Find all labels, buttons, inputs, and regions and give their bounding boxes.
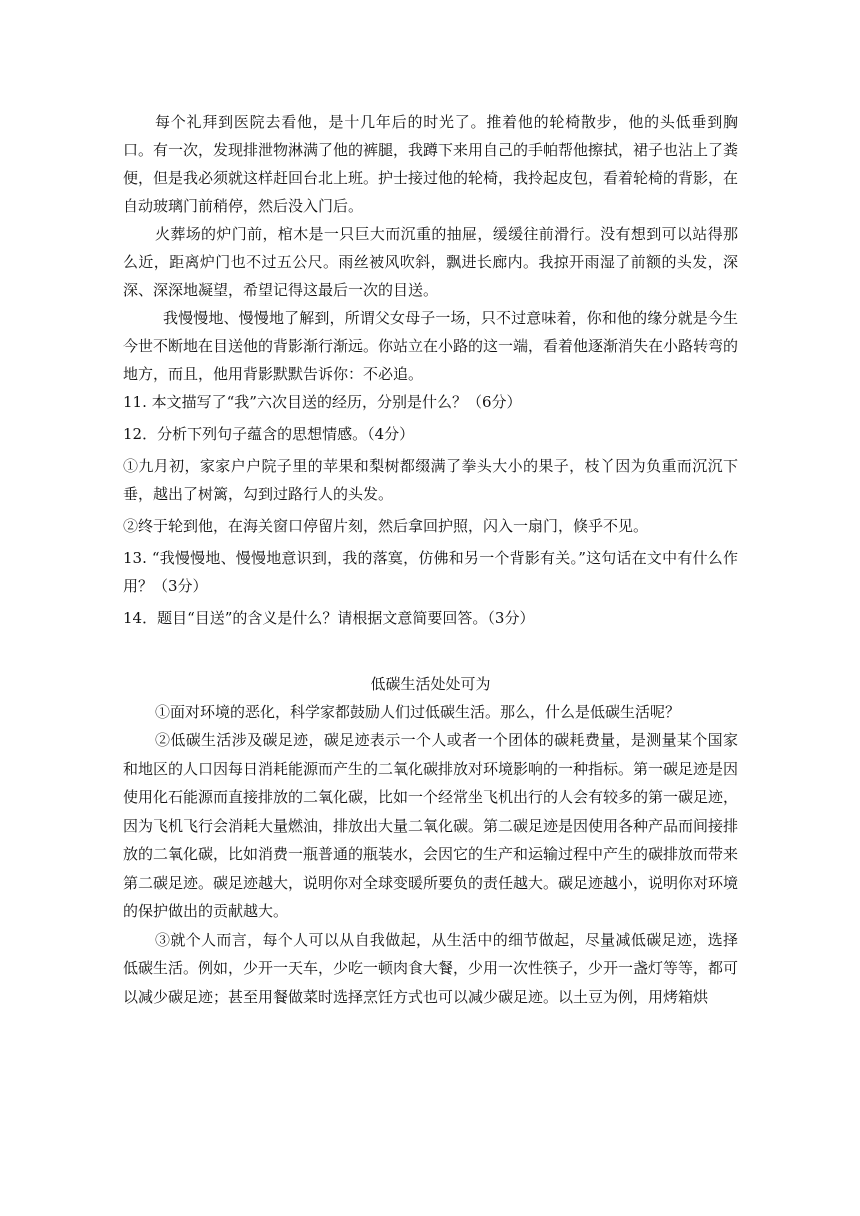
passage2 [123,670,738,1011]
passage2-paragraph-1: ①面对环境的恶化，科学家都鼓励人们过低碳生活。那么，什么是低碳生活呢？ [155,703,681,721]
passage2-title: 低碳生活处处可为 [370,675,491,693]
passage1-paragraph-3: 我慢慢地、慢慢地了解到，所谓父女母子一场，只不过意味着，你和他的缘分就是今生今世不断地在目送他的背影渐行渐远。你站立在小路的这一端，看着他逐渐消失在小路转弯的地方，而且，他用背影默默告诉你：不必追。 [123,309,739,383]
question-12: 12．分析下列句子蕴含的思想情感。（4分） [123,425,415,443]
question-12-sentence-2: ②终于轮到他，在海关窗口停留片刻，然后拿回护照，闪入一扇门，倏乎不见。 [123,517,649,535]
passage2-paragraph-3: ③就个人而言，每个人可以从自我做起，从生活中的细节做起，尽量减低碳足迹，选择低碳生活。例如，少开一天车，少吃一顿肉食大餐，少用一次性筷子，少开一盏灯等等，都可以减少碳足迹；甚至用餐做菜时选择烹饪方式也可以减少碳足迹。以土豆为例，用烤箱烘 [123,930,739,1006]
question-11: 11. 本文描写了“我”六次目送的经历，分别是什么？（6分） [123,393,522,411]
question-13: 13. “我慢慢地、慢慢地意识到，我的落寞，仿佛和另一个背影有关。”这句话在文中有什么作用？（3分） [123,549,738,595]
passage1-paragraph-1: 每个礼拜到医院去看他，是十几年后的时光了。推着他的轮椅散步，他的头低垂到胸口。有一次，发现排泄物淋满了他的裤腿，我蹲下来用自己的手帕帮他擦拭，裙子也沾上了粪便，但是我必须就这样赶回台北上班。护士接过他的轮椅，我拎起皮包，看着轮椅的背影，在自动玻璃门前稍停，然后没入门后。 [123,113,739,215]
question-14: 14．题目“目送”的含义是什么？请根据文意简要回答。（3分） [123,609,535,627]
passage2-paragraph-2: ②低碳生活涉及碳足迹，碳足迹表示一个人或者一个团体的碳耗费量，是测量某个国家和地区的人口因每日消耗能源而产生的二氧化碳排放对环境影响的一种指标。第一碳足迹是因使用化石能源而直接排放的二氧化碳，比如一个经常坐飞机出行的人会有较多的第一碳足迹，因为飞机飞行会消耗大量燃油，排放出大量二氧化碳。第二碳足迹是因使用各种产品而间接排放的二氧化碳，比如消费一瓶普通的瓶装水，会因它的生产和运输过程中产生的碳排放而带来第二碳足迹。碳足迹越大，说明你对全球变暖所要负的责任越大。碳足迹越小，说明你对环境的保护做出的贡献越大。 [123,731,739,920]
question-list [123,388,738,632]
document-content [123,108,738,1011]
passage1-paragraph-2: 火葬场的炉门前，棺木是一只巨大而沉重的抽屉，缓缓往前滑行。没有想到可以站得那么近，距离炉门也不过五公尺。雨丝被风吹斜，飘进长廊内。我掠开雨湿了前额的头发，深深、深深地凝望，希望记得这最后一次的目送。 [123,225,738,299]
question-12-sentence-1: ①九月初，家家户户院子里的苹果和梨树都缀满了拳头大小的果子，枝丫因为负重而沉沉下垂，越出了树篱，勾到过路行人的头发。 [123,457,738,503]
